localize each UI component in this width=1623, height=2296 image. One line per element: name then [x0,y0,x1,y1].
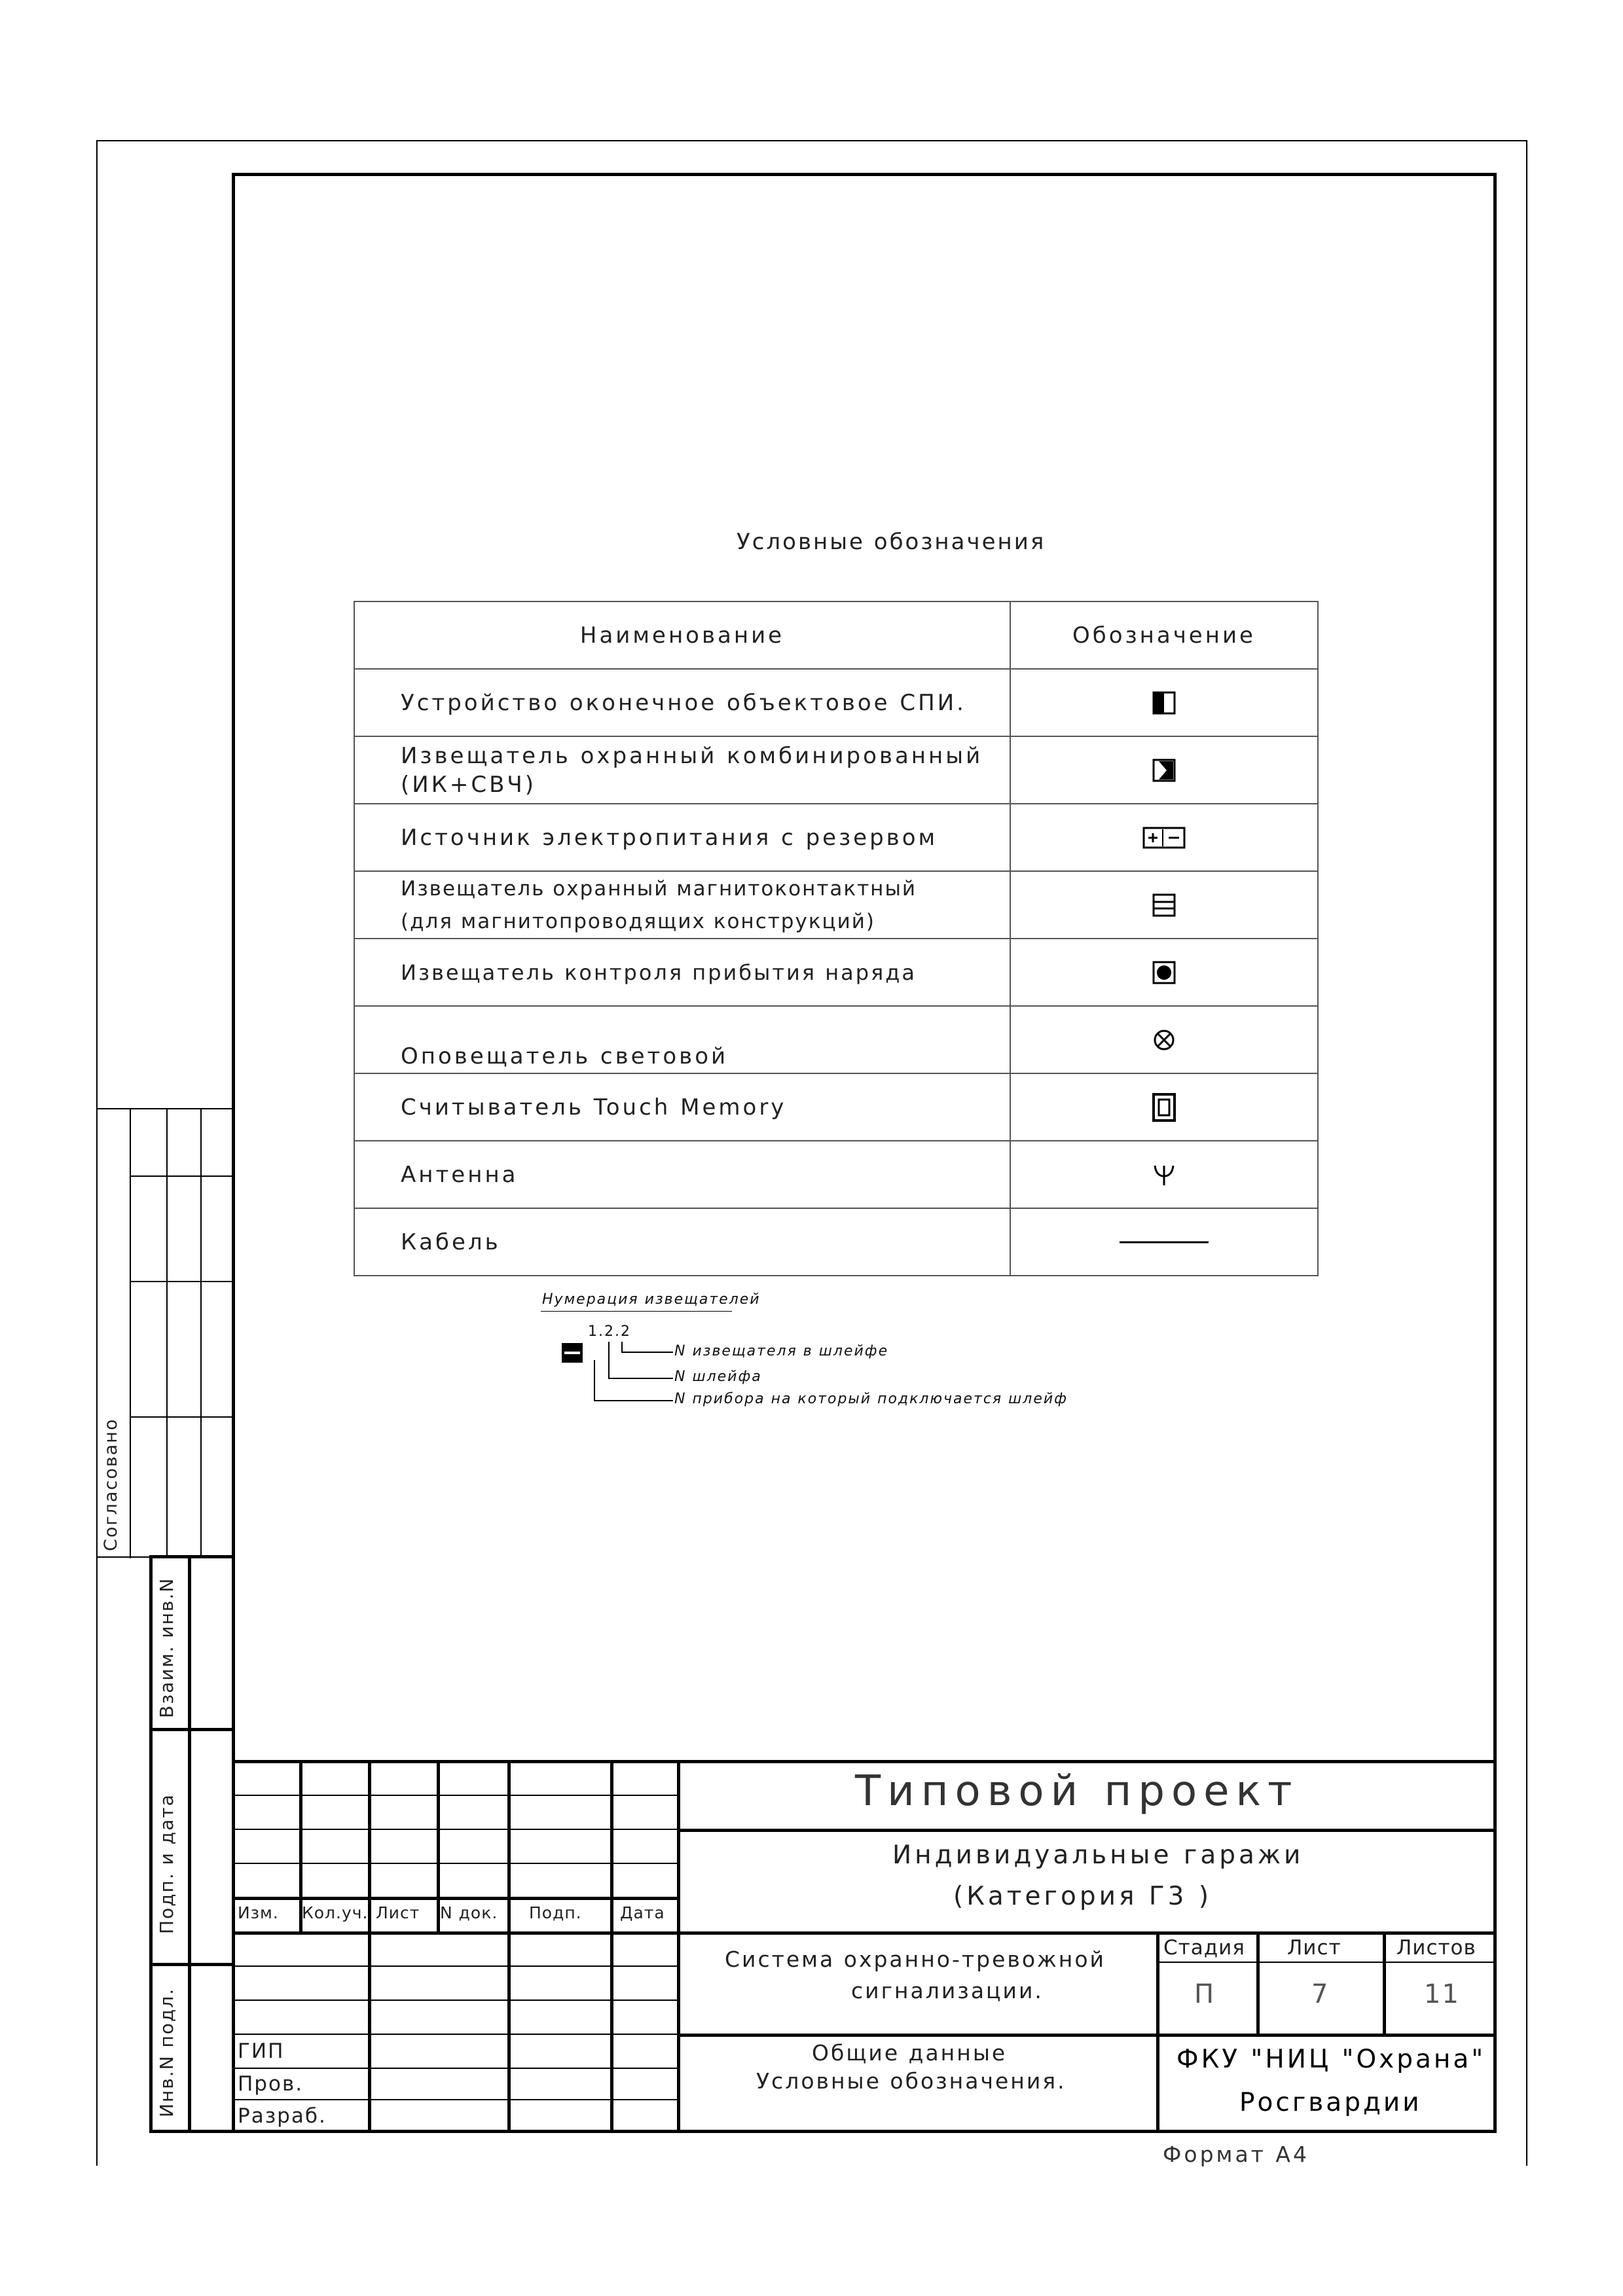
tb-main-divider [677,1760,680,2132]
tb-stage-label-line [1156,1962,1493,1963]
numbering-title: Нумерация извещателей [542,1291,761,1308]
tb-row-6 [232,1965,677,1967]
row-name: Оповещатель световой [354,1006,1010,1073]
legend-title: Условные обозначения [737,529,1046,555]
tb-col-kol-label: Кол.уч. [302,1903,369,1922]
row-name: Кабель [354,1208,1010,1276]
side-row-3 [130,1416,232,1418]
combined-detector-icon [1010,736,1318,804]
tb-row-8 [232,2034,677,2035]
side-podp-data-label: Подп. и дата [156,1793,177,1934]
side-row-1 [130,1175,232,1177]
numbering-line3: N прибора на который подключается шлейф [674,1391,1068,1407]
frame-top [232,173,1497,176]
legend-header-row [354,601,1318,669]
tb-sheet-label: Лист [1287,1936,1341,1960]
row-name: Устройство оконечное объектовое СПИ. [354,669,1010,736]
side-agreed-top [96,1108,232,1109]
row-name: Извещатель охранный комбинированный (ИК+СВЧ) [354,736,1010,804]
legend-row [354,804,1318,871]
tb-col-podp [507,1760,511,2132]
tb-row-1 [232,1795,677,1796]
header-name: Наименование [354,601,1010,669]
half-filled-square-icon [1010,669,1318,736]
numbering-code: 1.2.2 [588,1323,631,1340]
detector-marker-icon [562,1343,583,1363]
sheet-border-right [1526,140,1527,2166]
tb-col-list-label: Лист [376,1903,420,1922]
tb-role-prov: Пров. [238,2072,304,2096]
tb-col-data-label: Дата [620,1903,665,1922]
tb-project-title: Типовой проект [855,1767,1299,1816]
frame-left [232,173,235,2132]
legend-row [354,736,1318,804]
tb-system-line2: сигнализации. [851,1978,1044,2003]
tb-row-2 [232,1829,677,1830]
legend-row [354,1208,1318,1276]
row-name: Извещатель контроля прибытия наряда [354,939,1010,1006]
tb-object-line1: Индивидуальные гаражи [892,1840,1304,1870]
tb-role-razrab: Разраб. [238,2104,327,2128]
numbering-title-underline [541,1311,732,1312]
tb-col-podp-label: Подп. [529,1903,582,1922]
header-symbol: Обозначение [1010,601,1318,669]
side-agreed-label: Согласовано [101,1418,121,1551]
row-name: Антенна [354,1141,1010,1208]
legend-row [354,1141,1318,1208]
row-name: Источник электропитания с резервом [354,804,1010,871]
row-name: Считыватель Touch Memory [354,1073,1010,1141]
numbering-line1: N извещателя в шлейфе [674,1343,889,1359]
side-block-div2 [149,1963,233,1966]
tb-sheet-value: 7 [1311,1979,1330,2009]
tb-row-10 [232,2099,677,2100]
tb-org-line1: ФКУ "НИЦ "Охрана" [1176,2045,1486,2074]
tb-org-line2: Росгвардии [1239,2088,1422,2117]
tb-system-divider [677,2034,1497,2037]
sheet-border-top [96,140,1526,141]
side-block-div1 [149,1728,233,1731]
side-inv-podl-label: Инв.N подл. [156,1987,177,2117]
patrol-arrival-detector-icon [1010,939,1318,1006]
light-annunciator-icon [1010,1006,1318,1073]
sheet-border-left [96,140,98,2166]
cable-line-icon [1010,1208,1318,1276]
tb-top [232,1760,1497,1763]
tb-col-data [610,1760,613,2132]
tb-project-divider [677,1829,1497,1832]
tb-stage-value: П [1194,1979,1216,2009]
tb-row-5 [232,1931,677,1935]
tb-col-list [368,1760,371,2132]
legend-row [354,1073,1318,1141]
tb-col-ndok-label: N док. [440,1903,498,1922]
tb-row-7 [232,2000,677,2001]
magnetic-contact-icon [1010,871,1318,939]
tb-system-line1: Система охранно-тревожной [725,1946,1106,1972]
tb-sheets-label: Листов [1396,1936,1476,1960]
tb-sheet-line1: Общие данные [812,2040,1008,2066]
tb-sheet-line2: Условные обозначения. [756,2068,1067,2094]
numbering-line2: N шлейфа [674,1369,762,1385]
row-name: Извещатель охранный магнитоконтактный (для магнитопроводящих конструкций) [354,871,1010,939]
frame-right [1493,173,1497,2132]
tb-object-line2: (Категория Г3 ) [953,1882,1213,1911]
format-label: Формат А4 [1163,2142,1309,2167]
tb-row-4 [232,1897,677,1900]
side-block-top [149,1555,233,1558]
legend-row [354,871,1318,939]
tb-col-izm: Изм. [238,1903,279,1922]
legend-row [354,1006,1318,1073]
frame-bottom [149,2130,1497,2133]
side-vzaim-label: Взаим. инв.N [156,1577,177,1718]
legend-row [354,939,1318,1006]
tb-sheet-divider [1256,1931,1260,2034]
tb-row-3 [232,1863,677,1864]
legend-row [354,669,1318,736]
tb-role-gip: ГИП [238,2039,285,2063]
antenna-icon [1010,1141,1318,1208]
side-block-mid [188,1555,191,2132]
power-supply-icon [1010,804,1318,871]
numbering-leaders [589,1340,674,1412]
side-row-2 [130,1281,232,1282]
tb-sheets-value: 11 [1424,1979,1460,2009]
tb-object-divider [677,1931,1497,1935]
tb-sheets-divider [1383,1931,1386,2034]
tb-stage-label: Стадия [1163,1936,1245,1960]
tb-row-9 [232,2068,677,2069]
legend-table [354,601,1319,1276]
side-block-left [149,1555,153,2132]
touch-memory-reader-icon [1010,1073,1318,1141]
